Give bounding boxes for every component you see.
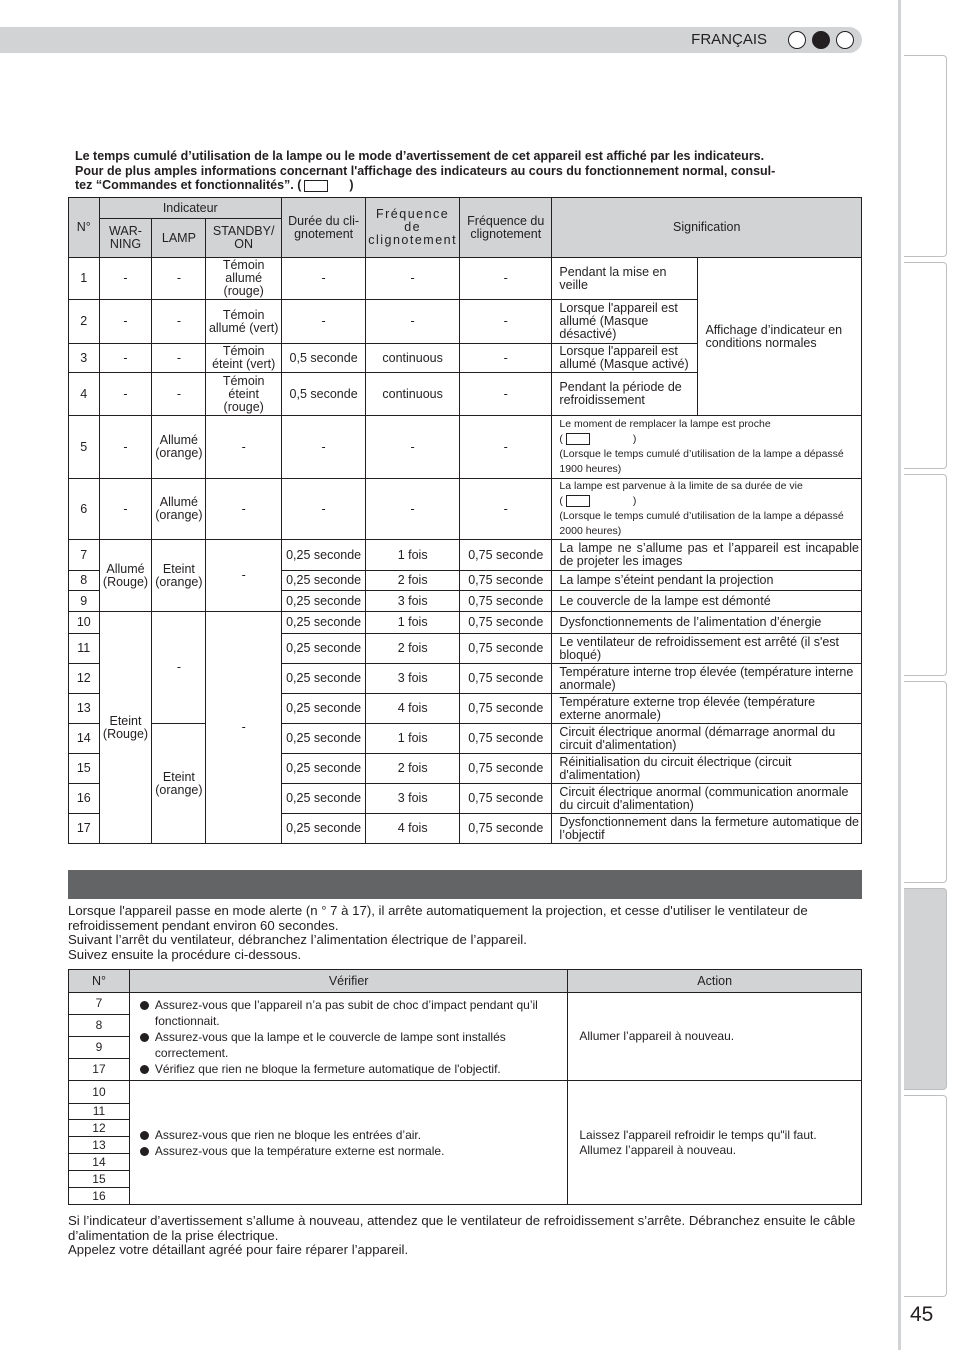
cell-lamp-group: Eteint (orange) (152, 724, 206, 844)
table-row (69, 540, 862, 571)
side-tab (904, 55, 947, 257)
sig-line: ( ) (559, 433, 637, 445)
cell-freq1: 3 fois (366, 784, 460, 814)
cell-freq2: - (460, 479, 552, 540)
side-tab (904, 681, 947, 883)
intro-line: Pour de plus amples informations concernant l'affichage des indicateurs au cours du fonctionnement normal, consul- (75, 163, 776, 178)
bullet-icon (140, 1065, 149, 1074)
table-row (69, 724, 862, 754)
action-line: Allumez l’appareil à nouveau. (579, 1142, 737, 1157)
check-item (140, 1029, 565, 1061)
col-header-no: N° (69, 198, 100, 258)
cell-freq1: - (366, 416, 460, 479)
cell-no: 13 (69, 1137, 130, 1154)
cell-signification: Réinitialisation du circuit électrique (circuit d'alimentation) (552, 754, 862, 784)
alert-paragraph (68, 904, 888, 962)
cell-action (568, 1081, 862, 1205)
check-item (140, 1143, 565, 1159)
cell-lamp: Allumé (orange) (152, 479, 206, 540)
cell-freq2: 0,75 seconde (460, 634, 552, 664)
cell-freq1: 2 fois (366, 634, 460, 664)
cell-duree: 0,25 seconde (282, 754, 366, 784)
table-row (69, 416, 862, 479)
cell-freq1: 4 fois (366, 694, 460, 724)
cell-freq1: 4 fois (366, 814, 460, 844)
cell-signification (552, 479, 862, 540)
cell-signification: Le couvercle de la lampe est démonté (552, 591, 862, 612)
cell-no: 14 (69, 724, 100, 754)
cell-signification: Circuit électrique anormal (démarrage anormal du circuit d'alimentation) (552, 724, 862, 754)
cell-no: 11 (69, 634, 100, 664)
book-icon (304, 180, 328, 192)
cell-freq1: - (366, 258, 460, 300)
side-tab-active (904, 888, 947, 1090)
cell-no: 3 (69, 344, 100, 373)
cell-no: 15 (69, 754, 100, 784)
cell-no: 15 (69, 1171, 130, 1188)
cell-freq1: 3 fois (366, 664, 460, 694)
dot-icon (788, 31, 806, 49)
cell-standby: Témoin allumé (vert) (206, 300, 282, 344)
intro-line (75, 178, 895, 193)
cell-no: 8 (69, 1015, 130, 1037)
check-item (140, 1061, 565, 1077)
cell-signification: La lampe s’éteint pendant la projection (552, 571, 862, 591)
col-header-action: Action (568, 970, 862, 993)
cell-warning: - (99, 344, 152, 373)
cell-lamp-group: - (152, 612, 206, 724)
cell-freq2: 0,75 seconde (460, 591, 552, 612)
cell-freq2: 0,75 seconde (460, 664, 552, 694)
cell-warning: - (99, 258, 152, 300)
cell-duree: - (282, 416, 366, 479)
cell-duree: 0,25 seconde (282, 784, 366, 814)
final-paragraph (68, 1214, 888, 1258)
cell-duree: 0,25 seconde (282, 814, 366, 844)
cell-freq2: - (460, 300, 552, 344)
side-tab (904, 262, 947, 469)
side-divider (898, 0, 901, 1350)
cell-freq1: 2 fois (366, 754, 460, 784)
cell-duree: - (282, 300, 366, 344)
cell-no: 5 (69, 416, 100, 479)
cell-signification: Température externe trop élevée (température externe anormale) (552, 694, 862, 724)
cell-freq2: 0,75 seconde (460, 571, 552, 591)
cell-no: 4 (69, 373, 100, 416)
indicator-table (68, 197, 862, 844)
paragraph-line: Suivez ensuite la procédure ci-dessous. (68, 946, 302, 962)
cell-no: 9 (69, 591, 100, 612)
cell-no: 1 (69, 258, 100, 300)
table-row (69, 1081, 862, 1104)
procedure-table (68, 969, 862, 1205)
bullet-icon (140, 1033, 149, 1042)
cell-duree: 0,25 seconde (282, 612, 366, 634)
cell-no: 12 (69, 664, 100, 694)
cell-action: Allumer l’appareil à nouveau. (568, 993, 862, 1081)
cell-freq2: - (460, 258, 552, 300)
cell-lamp-group: Eteint (orange) (152, 540, 206, 612)
action-line: Laissez l'appareil refroidir le temps qu"il faut. (579, 1127, 817, 1142)
intro-text-part: tez “Commandes et fonctionnalités”. ( (75, 178, 302, 192)
cell-freq2: - (460, 416, 552, 479)
cell-no: 16 (69, 1188, 130, 1205)
cell-no: 8 (69, 571, 100, 591)
paragraph-line: Si l’indicateur d’avertissement s’allume à nouveau, attendez que le ventilateur de refroidissement s’arrête. Débranchez ensuite le câble d’alimentation de la prise électrique. (68, 1213, 856, 1243)
col-header-frequence: Fréquence de clignotement (366, 198, 460, 258)
cell-freq1: - (366, 300, 460, 344)
cell-standby: - (206, 479, 282, 540)
language-dots (788, 31, 854, 49)
paragraph-line: Suivant l’arrêt du ventilateur, débranchez l’alimentation électrique de l’appareil. (68, 932, 527, 947)
cell-duree: 0,25 seconde (282, 634, 366, 664)
cell-no: 10 (69, 1081, 130, 1104)
cell-warning-group: Allumé (Rouge) (99, 540, 152, 612)
check-text: Assurez-vous que la température externe est normale. (154, 1143, 445, 1158)
check-text: Vérifiez que rien ne bloque la fermeture automatique de l'objectif. (154, 1061, 501, 1076)
cell-standby: Témoin allumé (rouge) (206, 258, 282, 300)
sig-line: Le moment de remplacer la lampe est proche (559, 418, 771, 430)
cell-no: 11 (69, 1104, 130, 1120)
side-tab (904, 1095, 947, 1297)
cell-duree: 0,25 seconde (282, 724, 366, 754)
table-row (69, 258, 862, 300)
col-header-warning: WAR- NING (99, 219, 152, 258)
cell-signification: Dysfonctionnement dans la fermeture automatique de l’objectif (552, 814, 862, 844)
cell-signification: Pendant la mise en veille (552, 258, 698, 300)
table-row (69, 479, 862, 540)
cell-duree: 0,25 seconde (282, 540, 366, 571)
paragraph-line: Appelez votre détaillant agréé pour faire réparer l’appareil. (68, 1242, 409, 1257)
cell-signification: Circuit électrique anormal (communication anormale du circuit d'alimentation) (552, 784, 862, 814)
dot-icon (836, 31, 854, 49)
sig-line: La lampe est parvenue à la limite de sa durée de vie (559, 480, 803, 492)
sig-line: (Lorsque le temps cumulé d’utilisation de la lampe a dépassé 2000 heures) (559, 510, 844, 537)
cell-warning: - (99, 373, 152, 416)
bullet-icon (140, 1147, 149, 1156)
cell-duree: - (282, 258, 366, 300)
cell-standby: - (206, 416, 282, 479)
col-header-indicateur: Indicateur (99, 198, 281, 219)
cell-normal-group: Affichage d’indicateur en conditions normales (698, 258, 862, 416)
cell-duree: - (282, 479, 366, 540)
cell-no: 7 (69, 540, 100, 571)
page-number: 45 (910, 1303, 934, 1326)
cell-duree: 0,25 seconde (282, 591, 366, 612)
cell-checks (129, 1081, 567, 1205)
table-row (69, 612, 862, 634)
cell-no: 13 (69, 694, 100, 724)
paragraph-line: Lorsque l'appareil passe en mode alerte (n ° 7 à 17), il arrête automatiquement la projection, et cesse d'utiliser le ventilateur de refroidissement pendant environ 60 secondes. (68, 903, 808, 933)
cell-warning: - (99, 300, 152, 344)
table-row (69, 993, 862, 1015)
cell-no: 17 (69, 814, 100, 844)
cell-freq1: - (366, 479, 460, 540)
cell-standby: Témoin éteint (rouge) (206, 373, 282, 416)
cell-freq2: 0,75 seconde (460, 612, 552, 634)
cell-signification: La lampe ne s’allume pas et l’appareil est incapable de projeter les images (552, 540, 862, 571)
cell-no: 17 (69, 1059, 130, 1081)
cell-freq2: 0,75 seconde (460, 814, 552, 844)
cell-lamp: - (152, 373, 206, 416)
col-header-lamp: LAMP (152, 219, 206, 258)
cell-duree: 0,5 seconde (282, 373, 366, 416)
cell-warning: - (99, 479, 152, 540)
col-header-no: N° (69, 970, 130, 993)
cell-freq1: 1 fois (366, 540, 460, 571)
col-header-frequence-du: Fréquence du clignotement (460, 198, 552, 258)
cell-lamp: Allumé (orange) (152, 416, 206, 479)
sig-line: ( ) (559, 495, 637, 507)
cell-no: 6 (69, 479, 100, 540)
cell-freq2: - (460, 373, 552, 416)
cell-freq2: 0,75 seconde (460, 754, 552, 784)
check-text: Assurez-vous que la lampe et le couvercle de lampe sont installés correctement. (154, 1029, 506, 1060)
cell-standby-group: - (206, 540, 282, 612)
header-bar (0, 27, 862, 53)
cell-duree: 0,5 seconde (282, 344, 366, 373)
cell-standby: Témoin éteint (vert) (206, 344, 282, 373)
col-header-duree: Durée du cli- gnotement (282, 198, 366, 258)
check-text: Assurez-vous que l’appareil n’a pas subit de choc d’impact pendant qu’il fonctionnait. (154, 997, 538, 1028)
cell-signification: Lorsque l'appareil est allumé (Masque activé) (552, 344, 698, 373)
book-icon (566, 433, 590, 445)
cell-signification: Le ventilateur de refroidissement est arrêté (il s'est bloqué) (552, 634, 862, 664)
col-header-standby: STANDBY/ ON (206, 219, 282, 258)
cell-no: 14 (69, 1154, 130, 1171)
cell-duree: 0,25 seconde (282, 664, 366, 694)
section-heading-bar (68, 870, 862, 899)
cell-checks (129, 993, 567, 1081)
book-icon (566, 495, 590, 507)
language-label: FRANÇAIS (691, 31, 767, 48)
intro-line: Le temps cumulé d’utilisation de la lampe ou le mode d’avertissement de cet appareil est affiché par les indicateurs. (75, 149, 765, 163)
cell-signification: Dysfonctionnements de l’alimentation d’énergie (552, 612, 862, 634)
cell-no: 16 (69, 784, 100, 814)
col-header-signification: Signification (552, 198, 862, 258)
bullet-icon (140, 1131, 149, 1140)
cell-freq1: 1 fois (366, 612, 460, 634)
cell-lamp: - (152, 344, 206, 373)
cell-freq2: 0,75 seconde (460, 784, 552, 814)
cell-lamp: - (152, 300, 206, 344)
cell-signification: Température interne trop élevée (température interne anormale) (552, 664, 862, 694)
cell-freq2: - (460, 344, 552, 373)
cell-signification: Lorsque l'appareil est allumé (Masque désactivé) (552, 300, 698, 344)
cell-freq1: 1 fois (366, 724, 460, 754)
check-item (140, 997, 565, 1029)
intro-text-part: ) (349, 178, 354, 192)
check-text: Assurez-vous que rien ne bloque les entrées d’air. (154, 1127, 422, 1142)
cell-no: 7 (69, 993, 130, 1015)
cell-freq1: continuous (366, 344, 460, 373)
cell-freq1: 2 fois (366, 571, 460, 591)
bullet-icon (140, 1001, 149, 1010)
cell-warning-group: Eteint (Rouge) (99, 612, 152, 844)
cell-freq2: 0,75 seconde (460, 724, 552, 754)
cell-signification (552, 416, 862, 479)
cell-no: 12 (69, 1120, 130, 1137)
cell-freq1: 3 fois (366, 591, 460, 612)
intro-text (75, 149, 895, 193)
cell-signification: Pendant la période de refroidissement (552, 373, 698, 416)
cell-warning: - (99, 416, 152, 479)
check-item (140, 1127, 565, 1143)
cell-duree: 0,25 seconde (282, 694, 366, 724)
cell-no: 10 (69, 612, 100, 634)
col-header-verifier: Vérifier (129, 970, 567, 993)
cell-freq2: 0,75 seconde (460, 540, 552, 571)
cell-standby-group: - (206, 612, 282, 844)
cell-no: 9 (69, 1037, 130, 1059)
cell-freq1: continuous (366, 373, 460, 416)
dot-filled-icon (812, 31, 830, 49)
cell-no: 2 (69, 300, 100, 344)
cell-lamp: - (152, 258, 206, 300)
side-tab (904, 474, 947, 676)
sig-line: (Lorsque le temps cumulé d’utilisation de la lampe a dépassé 1900 heures) (559, 448, 844, 475)
cell-freq2: 0,75 seconde (460, 694, 552, 724)
cell-duree: 0,25 seconde (282, 571, 366, 591)
